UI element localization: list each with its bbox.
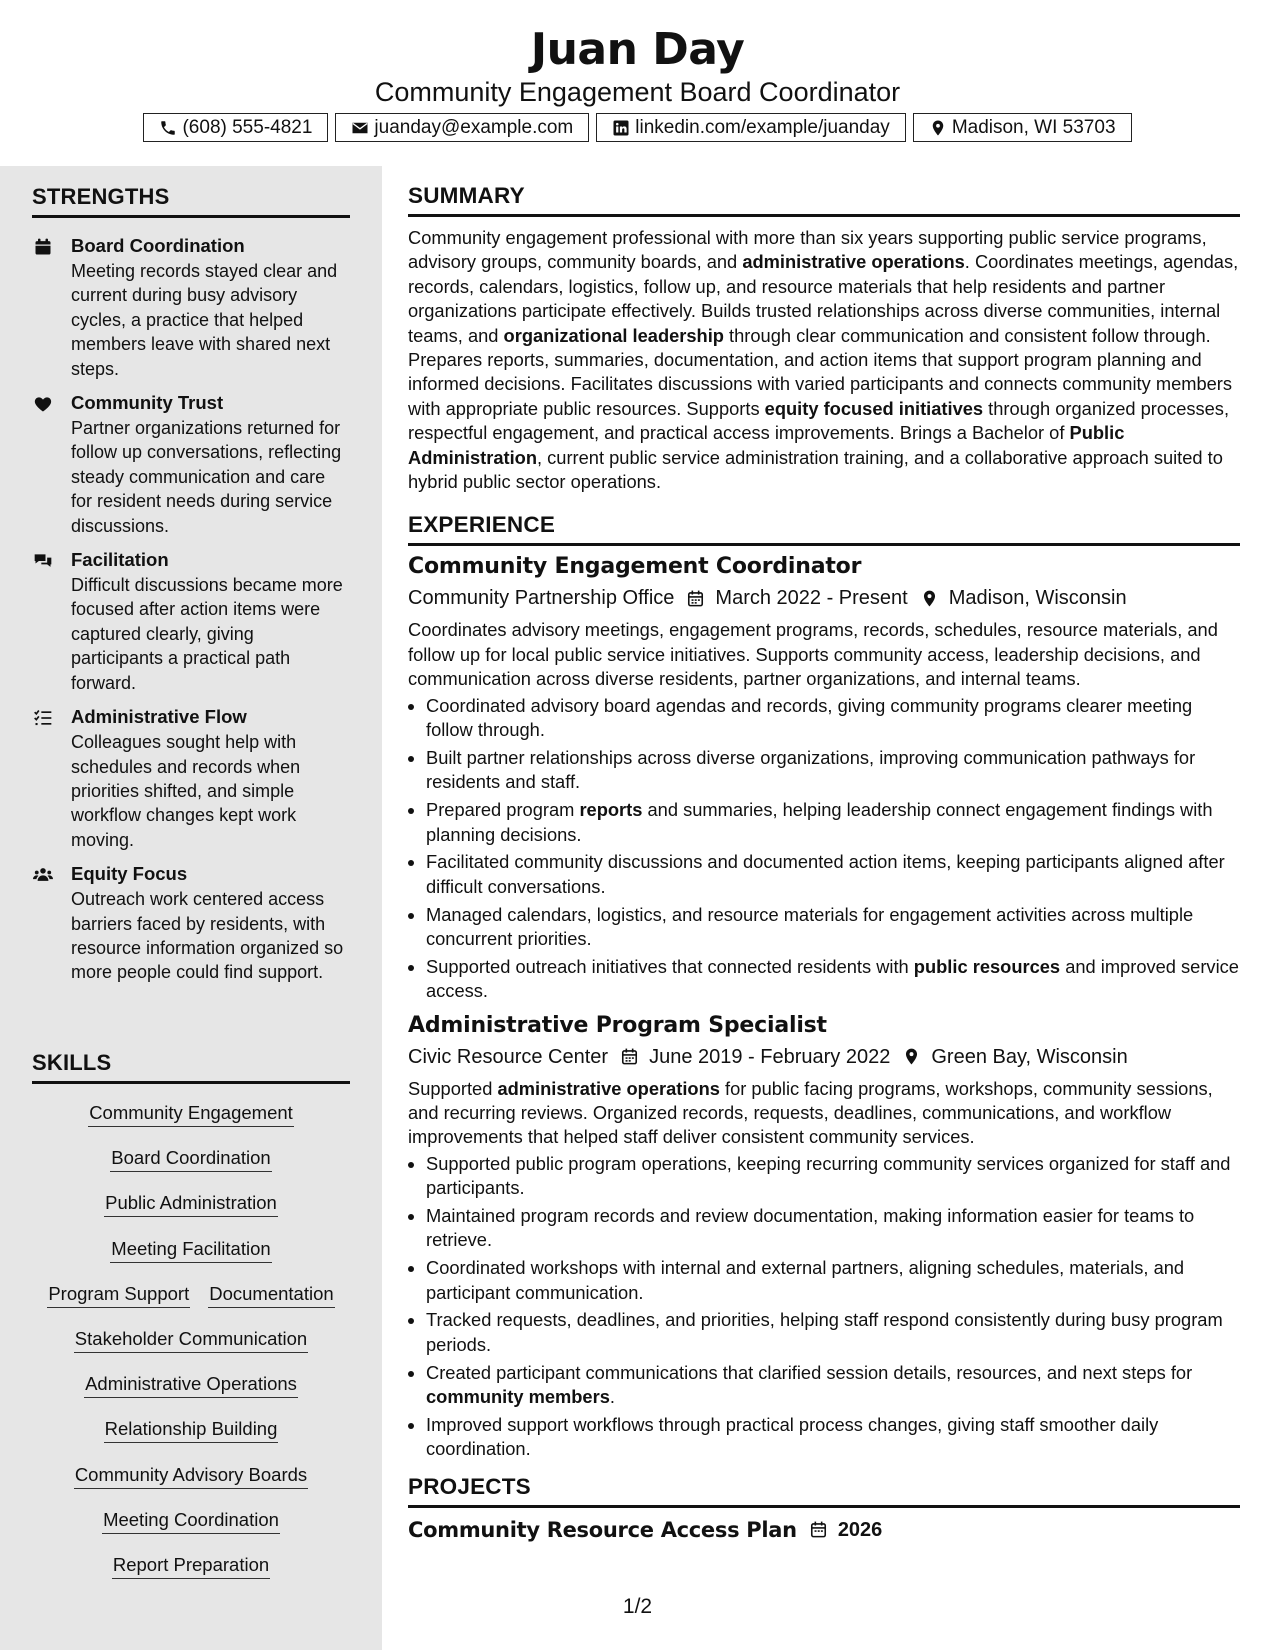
comments-icon xyxy=(33,551,53,571)
bullet-item: • Built partner relationships across diverse organizations, improving communication pathways for residents and staff. xyxy=(426,746,1240,795)
bold-keyword: administrative operations xyxy=(742,251,965,273)
job-entry xyxy=(408,553,1240,1003)
bold-keyword: equity focused initiatives xyxy=(764,397,984,419)
location-pin-icon xyxy=(902,1047,921,1066)
job-meta xyxy=(408,584,1240,612)
calendar-icon xyxy=(809,1520,828,1539)
strength-title: Facilitation xyxy=(71,549,169,571)
strengths-section xyxy=(32,184,350,985)
strength-item xyxy=(32,862,350,985)
skills-list xyxy=(32,1102,350,1599)
section-heading: EXPERIENCE xyxy=(408,512,1240,546)
strength-item xyxy=(32,234,350,381)
contact-text: linkedin.com/example/juanday xyxy=(635,117,890,138)
skill-tag: Public Administration xyxy=(104,1192,278,1217)
location-pin-icon xyxy=(929,119,947,137)
bullet-item: • Maintained program records and review documentation, making information easier for teams to retrieve. xyxy=(426,1204,1240,1253)
bullet-item: • Prepared program reports and summaries, helping leadership connect engagement findings with planning decisions. xyxy=(426,798,1240,847)
bullet-item: • Facilitated community discussions and documented action items, keeping participants aligned after difficult conversations. xyxy=(426,850,1240,899)
skill-tag: Documentation xyxy=(208,1283,334,1308)
bullet-item: • Supported public program operations, keeping recurring community services organized for staff and participants. xyxy=(426,1152,1240,1201)
skill-tag: Board Coordination xyxy=(110,1147,271,1172)
skill-tag: Community Engagement xyxy=(88,1102,294,1127)
bullet-item: • Managed calendars, logistics, and resource materials for engagement activities across multiple concurrent priorities. xyxy=(426,903,1240,952)
strength-title: Equity Focus xyxy=(71,863,188,885)
bullet-item: • Tracked requests, deadlines, and priorities, helping staff respond consistently during busy program periods. xyxy=(426,1308,1240,1357)
bullet-item: • Coordinated workshops with internal and external partners, aligning schedules, materials, and participant communication. xyxy=(426,1256,1240,1305)
candidate-title: Community Engagement Board Coordinator xyxy=(374,77,901,107)
sidebar xyxy=(0,166,382,1650)
job-meta xyxy=(408,1043,1240,1071)
bold-keyword: administrative operations xyxy=(497,1077,720,1099)
contact-phone[interactable] xyxy=(143,113,328,142)
strength-title: Board Coordination xyxy=(71,235,245,256)
skill-row xyxy=(32,1238,350,1283)
skill-row xyxy=(32,1418,350,1463)
phone-icon xyxy=(159,119,177,137)
job-bullets xyxy=(408,694,1240,1004)
skills-section xyxy=(32,1050,350,1599)
strength-item xyxy=(32,705,350,852)
bullet-item: • Created participant communications that clarified session details, resources, and next steps for community members. xyxy=(426,1361,1240,1410)
skill-row xyxy=(32,1102,350,1147)
skill-tag: Program Support xyxy=(47,1283,190,1308)
contact-text: (608) 555-4821 xyxy=(182,117,313,138)
job-title: Community Engagement Coordinator xyxy=(408,554,862,580)
projects-section xyxy=(408,1474,1240,1544)
job-location: Green Bay, Wisconsin xyxy=(931,1045,1128,1068)
calendar-icon xyxy=(686,589,705,608)
project-item xyxy=(408,1516,1240,1544)
section-heading: STRENGTHS xyxy=(32,184,350,218)
envelope-icon xyxy=(351,119,369,137)
bold-keyword: organizational leadership xyxy=(503,324,724,346)
job-dates: June 2019 - February 2022 xyxy=(649,1045,891,1068)
bold-keyword: reports xyxy=(579,799,643,821)
bold-keyword: public resources xyxy=(913,955,1061,977)
bold-keyword: Public Administration xyxy=(408,422,1125,468)
summary-text: Community engagement professional with more than six years supporting public service programs, advisory groups, community boards, and administrative operations. Coordinates meetings, agendas, records, calendars, logistics, follow up, and resource materials that help residents and partner organizations participate effectively. Builds trusted relationships across diverse communities, internal teams, and organizational leadership through clear communication and consistent follow through. Prepares reports, summaries, documentation, and action items that support program planning and informed decisions. Facilitates discussions with varied participants and connects community members with appropriate public resources. Supports equity focused initiatives through organized processes, respectful engagement, and practical access improvements. Brings a Bachelor of Public Administration, current public service administration training, and a collaborative approach suited to hybrid public sector operations. xyxy=(408,227,1239,493)
job-title: Administrative Program Specialist xyxy=(408,1012,827,1038)
skill-row xyxy=(32,1147,350,1192)
calendar-icon xyxy=(33,237,53,257)
bold-keyword: community members xyxy=(426,1385,610,1407)
strength-desc: Outreach work centered access barriers faced by residents, with resource information organized so more people could find support. xyxy=(71,889,344,983)
contact-text: juanday@example.com xyxy=(374,117,574,138)
skill-tag: Administrative Operations xyxy=(84,1373,298,1398)
heart-icon xyxy=(33,394,53,414)
section-heading: PROJECTS xyxy=(408,1474,1240,1508)
bullet-item: • Supported outreach initiatives that connected residents with public resources and improved service access. xyxy=(426,955,1240,1004)
job-description: Coordinates advisory meetings, engagement programs, records, schedules, resource materials, and follow up for local public service initiatives. Supports community access, leadership decisions, and communication across diverse residents, partner organizations, and internal teams. xyxy=(408,619,1218,690)
strength-item xyxy=(32,548,350,695)
candidate-name: Juan Day xyxy=(530,24,745,75)
contact-linkedin[interactable] xyxy=(596,113,906,142)
calendar-icon xyxy=(620,1047,639,1066)
contact-email[interactable] xyxy=(335,113,589,142)
linkedin-icon xyxy=(612,119,630,137)
project-year: 2026 xyxy=(837,1518,883,1541)
contact-bar xyxy=(0,113,1275,142)
strength-desc: Meeting records stayed clear and current during busy advisory cycles, a practice that helped members leave with shared next steps. xyxy=(71,261,338,379)
skill-tag: Meeting Coordination xyxy=(102,1509,280,1534)
section-heading: SUMMARY xyxy=(408,183,1240,217)
skill-row xyxy=(32,1328,350,1373)
skill-row xyxy=(32,1464,350,1509)
bullet-item: • Improved support workflows through practical process changes, giving staff smoother daily coordination. xyxy=(426,1413,1240,1462)
job-company: Civic Resource Center xyxy=(408,1045,609,1068)
skill-tag: Community Advisory Boards xyxy=(74,1464,308,1489)
strength-item xyxy=(32,391,350,538)
skill-row xyxy=(32,1373,350,1418)
skill-row xyxy=(32,1283,350,1328)
resume-header xyxy=(0,0,1275,108)
skill-row xyxy=(32,1192,350,1237)
strength-title: Administrative Flow xyxy=(71,706,247,728)
location-pin-icon xyxy=(920,589,939,608)
strength-desc: Difficult discussions became more focused after action items were captured clearly, giving participants a practical path forward. xyxy=(71,575,343,693)
experience-section xyxy=(408,512,1240,1461)
job-bullets xyxy=(408,1152,1240,1462)
job-location: Madison, Wisconsin xyxy=(948,587,1127,610)
skill-row xyxy=(32,1554,350,1599)
contact-location[interactable] xyxy=(913,113,1132,142)
strength-desc: Partner organizations returned for follow up conversations, reflecting steady communication and care for resident needs during service discussions. xyxy=(71,418,342,536)
bullet-item: • Coordinated advisory board agendas and records, giving community programs clearer meeting follow through. xyxy=(426,694,1240,743)
list-check-icon xyxy=(33,708,53,728)
job-company: Community Partnership Office xyxy=(408,587,675,610)
job-dates: March 2022 - Present xyxy=(715,587,908,610)
skill-tag: Report Preparation xyxy=(112,1554,270,1579)
strength-desc: Colleagues sought help with schedules and records when priorities shifted, and simple workflow changes kept work moving. xyxy=(71,732,301,850)
job-entry xyxy=(408,1012,1240,1462)
main-column xyxy=(408,183,1240,1544)
strength-title: Community Trust xyxy=(71,392,224,414)
project-title: Community Resource Access Plan xyxy=(408,1517,797,1542)
skill-tag: Stakeholder Communication xyxy=(74,1328,308,1353)
contact-text: Madison, WI 53703 xyxy=(951,117,1116,138)
summary-section xyxy=(408,183,1240,494)
skill-tag: Relationship Building xyxy=(104,1418,279,1443)
job-description: Supported administrative operations for public facing programs, workshops, community sessions, and recurring reviews. Organized records, requests, deadlines, communications, and workflow improvements that helped staff deliver consistent community services. xyxy=(408,1077,1213,1148)
skill-tag: Meeting Facilitation xyxy=(110,1238,271,1263)
page-number: 1/2 xyxy=(622,1595,653,1618)
users-icon xyxy=(33,865,53,885)
section-heading: SKILLS xyxy=(32,1050,350,1084)
skill-row xyxy=(32,1509,350,1554)
